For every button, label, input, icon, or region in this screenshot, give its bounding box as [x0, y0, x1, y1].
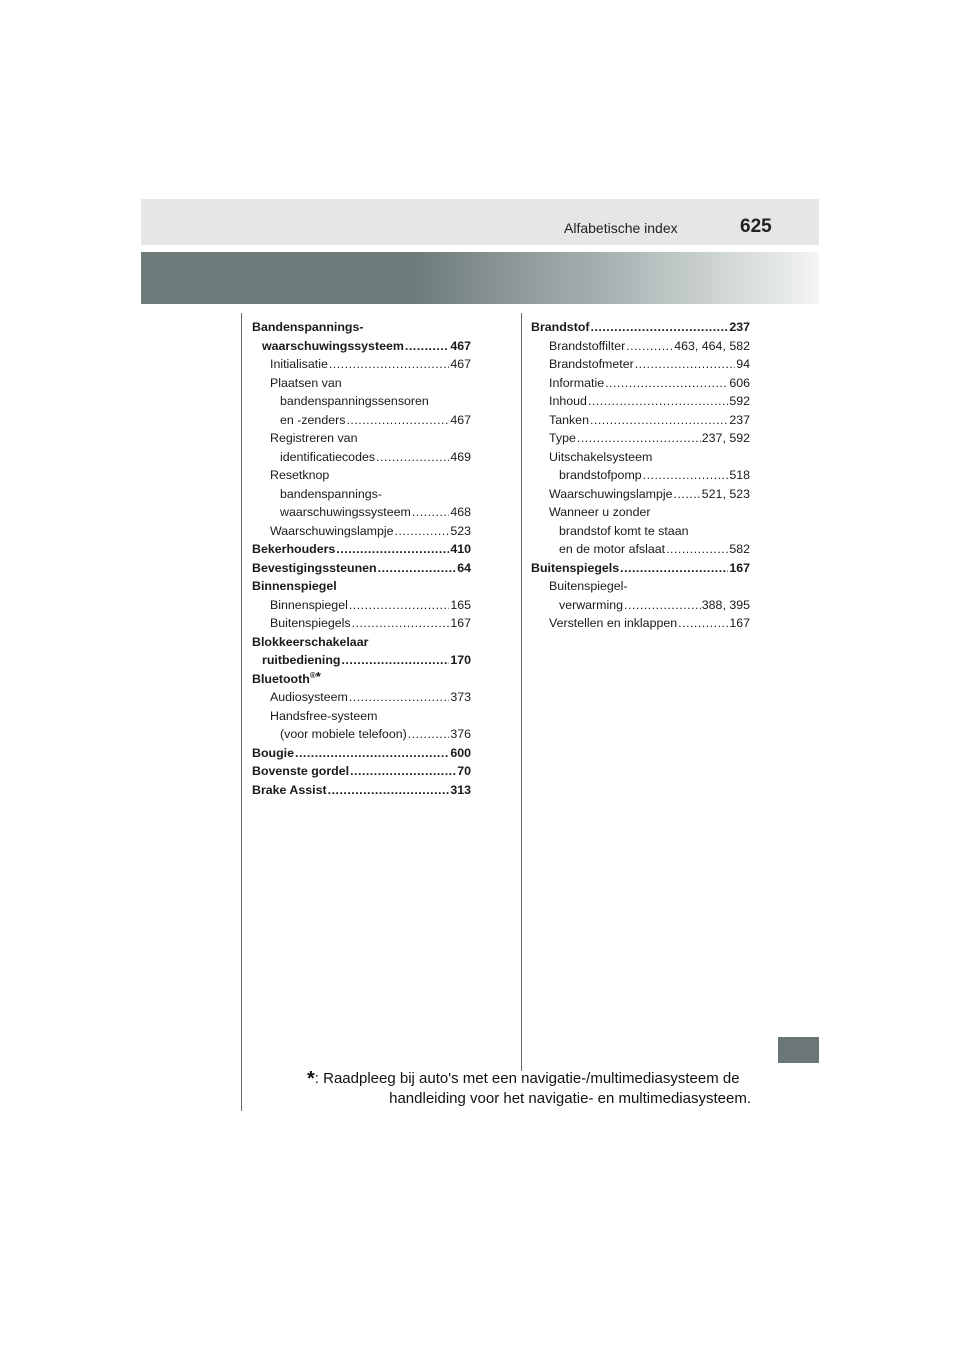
- entry-page: 582: [729, 542, 750, 556]
- entry-label: Uitschakelsysteem: [549, 449, 653, 464]
- asterisk-icon: *: [307, 1068, 315, 1090]
- footnote: [307, 1069, 751, 1109]
- entry-page: 167: [729, 560, 750, 575]
- entry-page: 167: [729, 616, 750, 630]
- index-subentry: [531, 540, 750, 559]
- entry-label: ruitbediening: [262, 653, 341, 667]
- index-entry: [531, 318, 750, 337]
- page-number: 625: [740, 216, 772, 237]
- entry-label: Tanken: [549, 412, 589, 427]
- entry-page: 463, 464, 582: [674, 338, 750, 353]
- registered-mark: ®: [309, 670, 316, 680]
- entry-label: Bevestigingssteunen: [252, 560, 377, 575]
- leader-dots: [336, 540, 449, 559]
- leader-dots: [295, 744, 449, 763]
- index-entry: [252, 781, 471, 800]
- index-subentry: [252, 355, 471, 374]
- index-subentry: [252, 448, 471, 467]
- entry-label: Informatie: [549, 375, 605, 390]
- leader-dots: [412, 503, 449, 522]
- entry-page: 313: [450, 782, 471, 797]
- entry-label: Type: [549, 431, 576, 445]
- entry-label: Brandstof: [531, 320, 590, 334]
- leader-dots: [643, 466, 729, 485]
- entry-label: (voor mobiele telefoon): [280, 727, 407, 741]
- entry-label: Bovenste gordel: [252, 764, 350, 778]
- footnote-line: handleiding voor het navigatie- en multimediasysteem.: [389, 1090, 751, 1107]
- index-subentry: [252, 614, 471, 633]
- entry-page: 518: [729, 468, 750, 482]
- entry-page: 592: [729, 394, 750, 408]
- leader-dots: [620, 559, 728, 578]
- index-subentry: [531, 466, 750, 485]
- index-column-left: [252, 318, 471, 799]
- entry-page: 388, 395: [701, 597, 750, 612]
- leader-dots: [666, 540, 728, 559]
- index-entry: [252, 337, 471, 356]
- leader-dots: [590, 411, 728, 430]
- entry-page: 170: [450, 653, 471, 667]
- decorative-gradient-bar: [141, 252, 819, 304]
- entry-label: Brake Assist: [252, 782, 327, 797]
- entry-page: 467: [450, 338, 471, 353]
- index-column-right: [531, 318, 750, 633]
- index-subentry: [531, 392, 750, 411]
- entry-label: Waarschuwingslampje: [270, 523, 394, 538]
- index-heading: Bandenspannings-: [252, 320, 364, 334]
- index-entry: [252, 762, 471, 781]
- entry-page: 165: [450, 597, 471, 612]
- entry-label: Wanneer u zonder: [549, 505, 651, 519]
- index-heading: [252, 670, 471, 689]
- entry-label: Registreren van: [270, 431, 358, 445]
- index-subentry: [531, 355, 750, 374]
- index-subentry: [531, 614, 750, 633]
- leader-dots: [678, 614, 728, 633]
- entry-page: 468: [450, 505, 471, 519]
- asterisk-icon: *: [315, 668, 321, 684]
- index-subentry: [252, 725, 471, 744]
- index-subentry: [531, 429, 750, 448]
- entry-page: 410: [450, 542, 471, 556]
- entry-label: identificatiecodes: [280, 449, 376, 464]
- entry-page: 70: [457, 764, 471, 778]
- entry-label: Bougie: [252, 745, 294, 760]
- leader-dots: [376, 448, 449, 467]
- index-subentry: [252, 522, 471, 541]
- entry-page: 467: [450, 357, 471, 371]
- index-subentry: [252, 503, 471, 522]
- entry-label: Handsfree-systeem: [270, 708, 378, 723]
- entry-page: 467: [450, 412, 471, 427]
- leader-dots: [378, 559, 457, 578]
- entry-label: Buitenspiegel-: [549, 579, 628, 593]
- entry-label: Initialisatie: [270, 357, 328, 371]
- entry-page: 237: [729, 412, 750, 427]
- index-entry: [252, 540, 471, 559]
- footnote-line: [307, 1069, 751, 1089]
- leader-dots: [352, 614, 450, 633]
- entry-label: waarschuwingssysteem: [280, 505, 411, 519]
- entry-page: 523: [450, 523, 471, 538]
- index-entry: [252, 651, 471, 670]
- index-subentry: [252, 596, 471, 615]
- index-subentry: [252, 688, 471, 707]
- leader-dots: [624, 596, 701, 615]
- left-rule: [241, 313, 242, 1111]
- index-subentry: [252, 411, 471, 430]
- entry-label: Plaatsen van: [270, 375, 342, 390]
- entry-label: Brandstofmeter: [549, 357, 634, 371]
- entry-page: 237: [729, 320, 750, 334]
- entry-page: 237, 592: [701, 431, 750, 445]
- entry-page: 373: [450, 690, 471, 704]
- entry-label: en de motor afslaat: [559, 542, 666, 556]
- leader-dots: [635, 355, 735, 374]
- leader-dots: [591, 318, 729, 337]
- entry-label: Audiosysteem: [270, 690, 348, 704]
- leader-dots: [350, 762, 456, 781]
- index-entry: [531, 559, 750, 578]
- entry-label: Inhoud: [549, 394, 587, 408]
- entry-page: 521, 523: [701, 486, 750, 501]
- leader-dots: [408, 725, 450, 744]
- index-entry: [252, 744, 471, 763]
- entry-label: Brandstoffilter: [549, 338, 626, 353]
- leader-dots: [674, 485, 701, 504]
- leader-dots: [329, 355, 449, 374]
- entry-label: verwarming: [559, 597, 624, 612]
- header-band: [141, 199, 819, 245]
- index-subentry: [531, 596, 750, 615]
- leader-dots: [349, 688, 449, 707]
- entry-label: Verstellen en inklappen: [549, 616, 678, 630]
- index-subentry: [531, 411, 750, 430]
- leader-dots: [349, 596, 449, 615]
- section-title: Alfabetische index: [564, 220, 678, 236]
- entry-label: Buitenspiegels: [270, 616, 351, 630]
- entry-label: en -zenders: [280, 412, 346, 427]
- chapter-tab: [778, 1037, 819, 1063]
- entry-label: Resetknop: [270, 468, 330, 482]
- entry-page: 64: [457, 560, 471, 575]
- index-entry: [252, 559, 471, 578]
- index-subentry: [531, 485, 750, 504]
- index-heading: Blokkeerschakelaar: [252, 634, 369, 649]
- footnote-text: : Raadpleeg bij auto's met een navigatie-/multimediasysteem de: [314, 1070, 740, 1087]
- leader-dots: [405, 337, 449, 356]
- entry-label: bandenspanningssensoren: [280, 394, 429, 408]
- entry-label: Bekerhouders: [252, 542, 336, 556]
- entry-page: 94: [736, 357, 750, 371]
- entry-page: 606: [729, 375, 750, 390]
- entry-label: bandenspannings-: [280, 486, 382, 501]
- entry-page: 469: [450, 449, 471, 464]
- entry-label: Buitenspiegels: [531, 560, 620, 575]
- leader-dots: [577, 429, 701, 448]
- column-divider: [521, 313, 522, 1071]
- leader-dots: [588, 392, 728, 411]
- leader-dots: [626, 337, 673, 356]
- entry-label: Bluetooth: [252, 671, 310, 686]
- index-heading: Binnenspiegel: [252, 579, 337, 593]
- leader-dots: [346, 411, 449, 430]
- entry-page: 376: [450, 727, 471, 741]
- entry-label: waarschuwingssysteem: [262, 338, 404, 353]
- leader-dots: [341, 651, 449, 670]
- entry-page: 167: [450, 616, 471, 630]
- index-subentry: [531, 337, 750, 356]
- entry-label: Binnenspiegel: [270, 597, 348, 612]
- entry-label: brandstofpomp: [559, 468, 642, 482]
- leader-dots: [328, 781, 450, 800]
- leader-dots: [395, 522, 450, 541]
- leader-dots: [605, 374, 728, 393]
- entry-page: 600: [450, 745, 471, 760]
- index-subentry: [531, 374, 750, 393]
- entry-label: Waarschuwingslampje: [549, 486, 673, 501]
- entry-label: brandstof komt te staan: [559, 523, 689, 538]
